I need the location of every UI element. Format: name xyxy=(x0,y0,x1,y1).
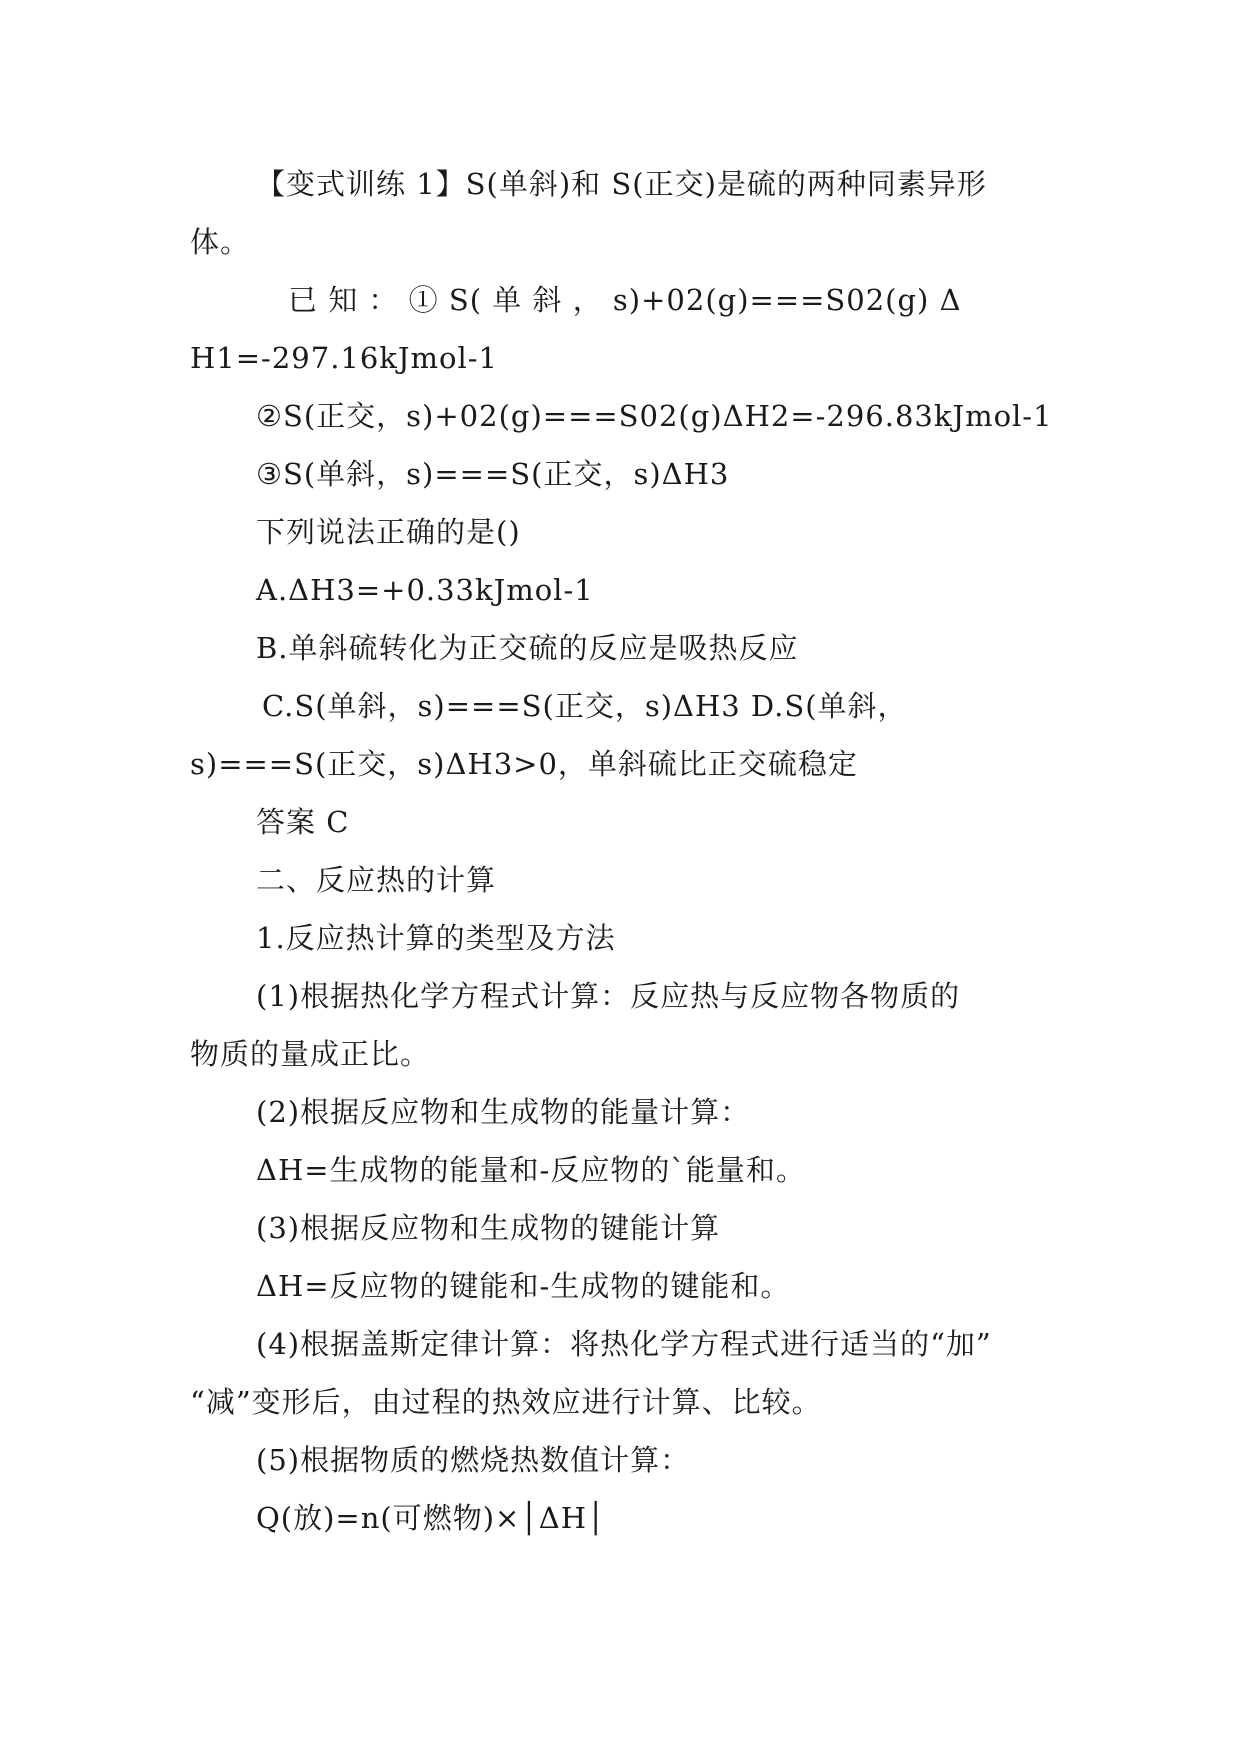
method-2-formula: ΔH=生成物的能量和-反应物的`能量和。 xyxy=(256,1153,806,1187)
section-heading: 二、反应热的计算 xyxy=(256,863,497,897)
method-4-line: (4)根据盖斯定律计算：将热化学方程式进行适当的“加” xyxy=(256,1327,992,1361)
method-2-line: (2)根据反应物和生成物的能量计算： xyxy=(256,1095,751,1129)
exercise-title-continuation: 体。 xyxy=(190,225,251,259)
method-1-line: (1)根据热化学方程式计算：反应热与反应物各物质的 xyxy=(256,979,961,1013)
exercise-title-line: 【变式训练 1】S(单斜)和 S(正交)是硫的两种同素异形 xyxy=(256,167,987,201)
answer-line: 答案 C xyxy=(256,805,350,839)
option-a: A.ΔH3=+0.33kJmol-1 xyxy=(256,573,594,607)
method-4-continuation: “减”变形后，由过程的热效应进行计算、比较。 xyxy=(190,1385,822,1419)
given-equation-3: ③S(单斜，s)===S(正交，s)ΔH3 xyxy=(256,457,730,491)
given-equation-1-continuation: H1=-297.16kJmol-1 xyxy=(190,341,498,375)
given-equation-1: 已 知 ： ① S( 单 斜 ， s)+02(g)===S02(g) Δ xyxy=(288,283,962,317)
question-prompt: 下列说法正确的是() xyxy=(256,515,521,549)
option-c-and-d: C.S(单斜，s)===S(正交，s)ΔH3 D.S(单斜， xyxy=(262,689,908,723)
subsection-heading: 1.反应热计算的类型及方法 xyxy=(256,921,616,955)
method-5-line: (5)根据物质的燃烧热数值计算： xyxy=(256,1443,691,1477)
method-5-formula: Q(放)=n(可燃物)×│ΔH│ xyxy=(256,1501,606,1535)
given-equation-2: ②S(正交，s)+02(g)===S02(g)ΔH2=-296.83kJmol-1 xyxy=(256,399,1053,433)
method-1-continuation: 物质的量成正比。 xyxy=(190,1037,431,1071)
method-3-line: (3)根据反应物和生成物的键能计算 xyxy=(256,1211,721,1245)
method-3-formula: ΔH=反应物的键能和-生成物的键能和。 xyxy=(256,1269,791,1303)
option-d-continuation: s)===S(正交，s)ΔH3>0，单斜硫比正交硫稳定 xyxy=(190,747,858,781)
option-b: B.单斜硫转化为正交硫的反应是吸热反应 xyxy=(256,631,799,665)
